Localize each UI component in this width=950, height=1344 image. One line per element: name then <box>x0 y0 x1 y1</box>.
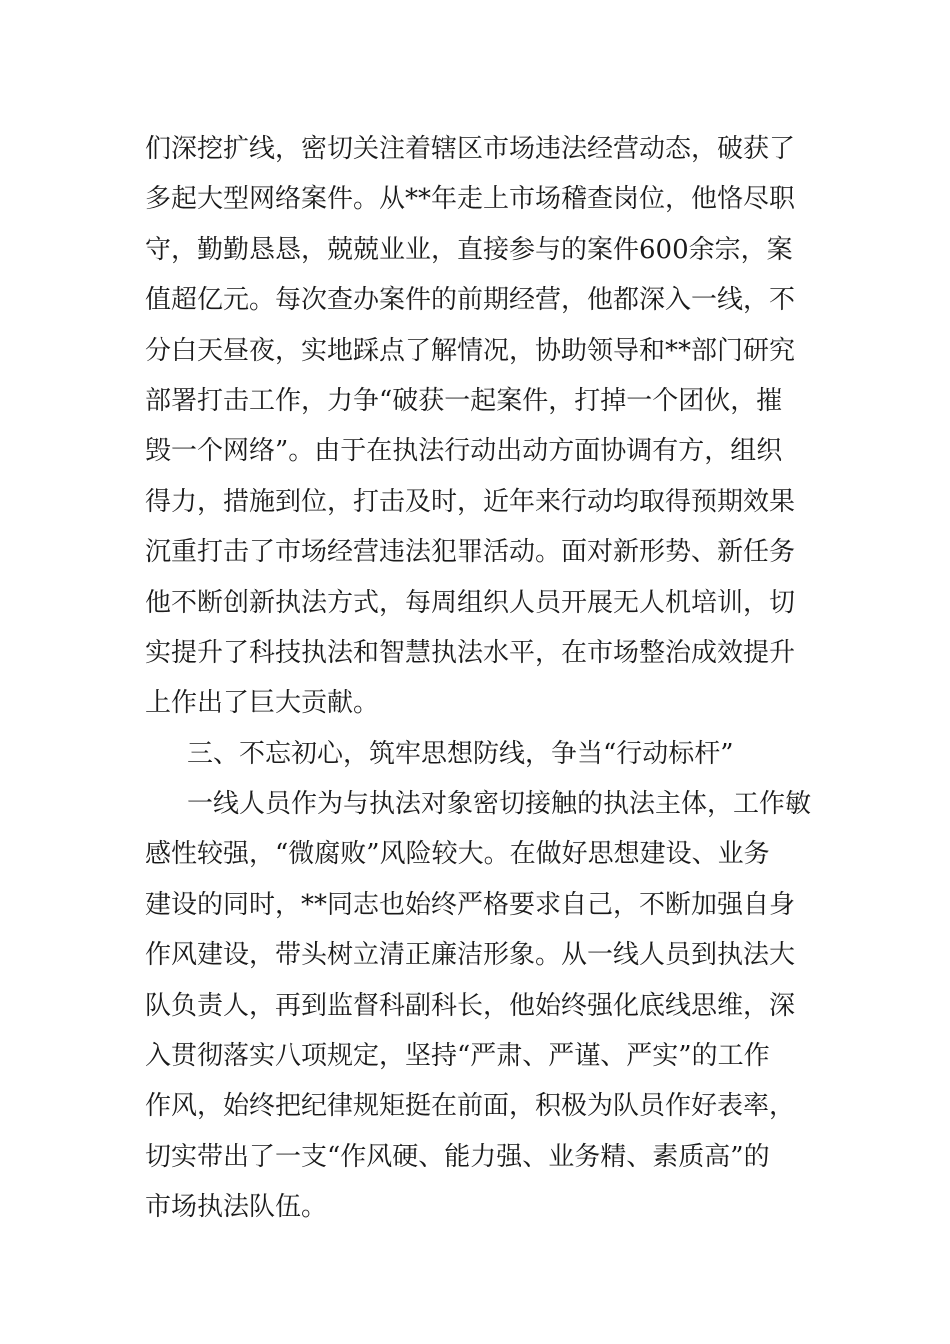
section-heading: 三、不忘初心，筑牢思想防线，争当“行动标杆” <box>187 738 734 769</box>
paragraph-line: 值超亿元。每次查办案件的前期经营，他都深入一线，不 <box>145 285 796 316</box>
document-body <box>145 124 815 1233</box>
paragraph-line: 他不断创新执法方式，每周组织人员开展无人机培训，切 <box>145 587 796 618</box>
paragraph-line: 毁一个网络”。由于在执法行动出动方面协调有方，组织 <box>145 436 783 467</box>
paragraph-line: 实提升了科技执法和智慧执法水平，在市场整治成效提升 <box>145 637 796 668</box>
paragraph-line: 队负责人，再到监督科副科长，他始终强化底线思维，深 <box>145 990 796 1021</box>
paragraph-line: 部署打击工作，力争“破获一起案件，打掉一个团伙，摧 <box>145 385 783 416</box>
paragraph-line: 建设的同时，**同志也始终严格要求自己，不断加强自身 <box>145 889 796 920</box>
paragraph-line: 入贯彻落实八项规定，坚持“严肃、严谨、严实”的工作 <box>145 1041 770 1072</box>
paragraph-line: 一线人员作为与执法对象密切接触的执法主体，工作敏 <box>187 789 812 820</box>
paragraph-line: 市场执法队伍。 <box>145 1192 328 1223</box>
paragraph-line: 得力，措施到位，打击及时，近年来行动均取得预期效果 <box>145 486 796 517</box>
paragraph-line: 多起大型网络案件。从**年走上市场稽查岗位，他恪尽职 <box>145 184 796 215</box>
paragraph-line: 作风，始终把纪律规矩挺在前面，积极为队员作好表率， <box>145 1091 796 1122</box>
paragraph-line: 上作出了巨大贡献。 <box>145 688 380 719</box>
paragraph-line: 作风建设，带头树立清正廉洁形象。从一线人员到执法大 <box>145 940 796 971</box>
paragraph-line: 守，勤勤恳恳，兢兢业业，直接参与的案件600余宗，案 <box>145 234 793 265</box>
paragraph-line: 沉重打击了市场经营违法犯罪活动。面对新形势、新任务 <box>145 537 796 568</box>
paragraph-line: 分白天昼夜，实地踩点了解情况，协助领导和**部门研究 <box>145 335 796 366</box>
paragraph-line: 感性较强，“微腐败”风险较大。在做好思想建设、业务 <box>145 839 770 870</box>
paragraph-line: 切实带出了一支“作风硬、能力强、业务精、素质高”的 <box>145 1141 770 1172</box>
paragraph-line: 们深挖扩线，密切关注着辖区市场违法经营动态，破获了 <box>145 134 796 164</box>
